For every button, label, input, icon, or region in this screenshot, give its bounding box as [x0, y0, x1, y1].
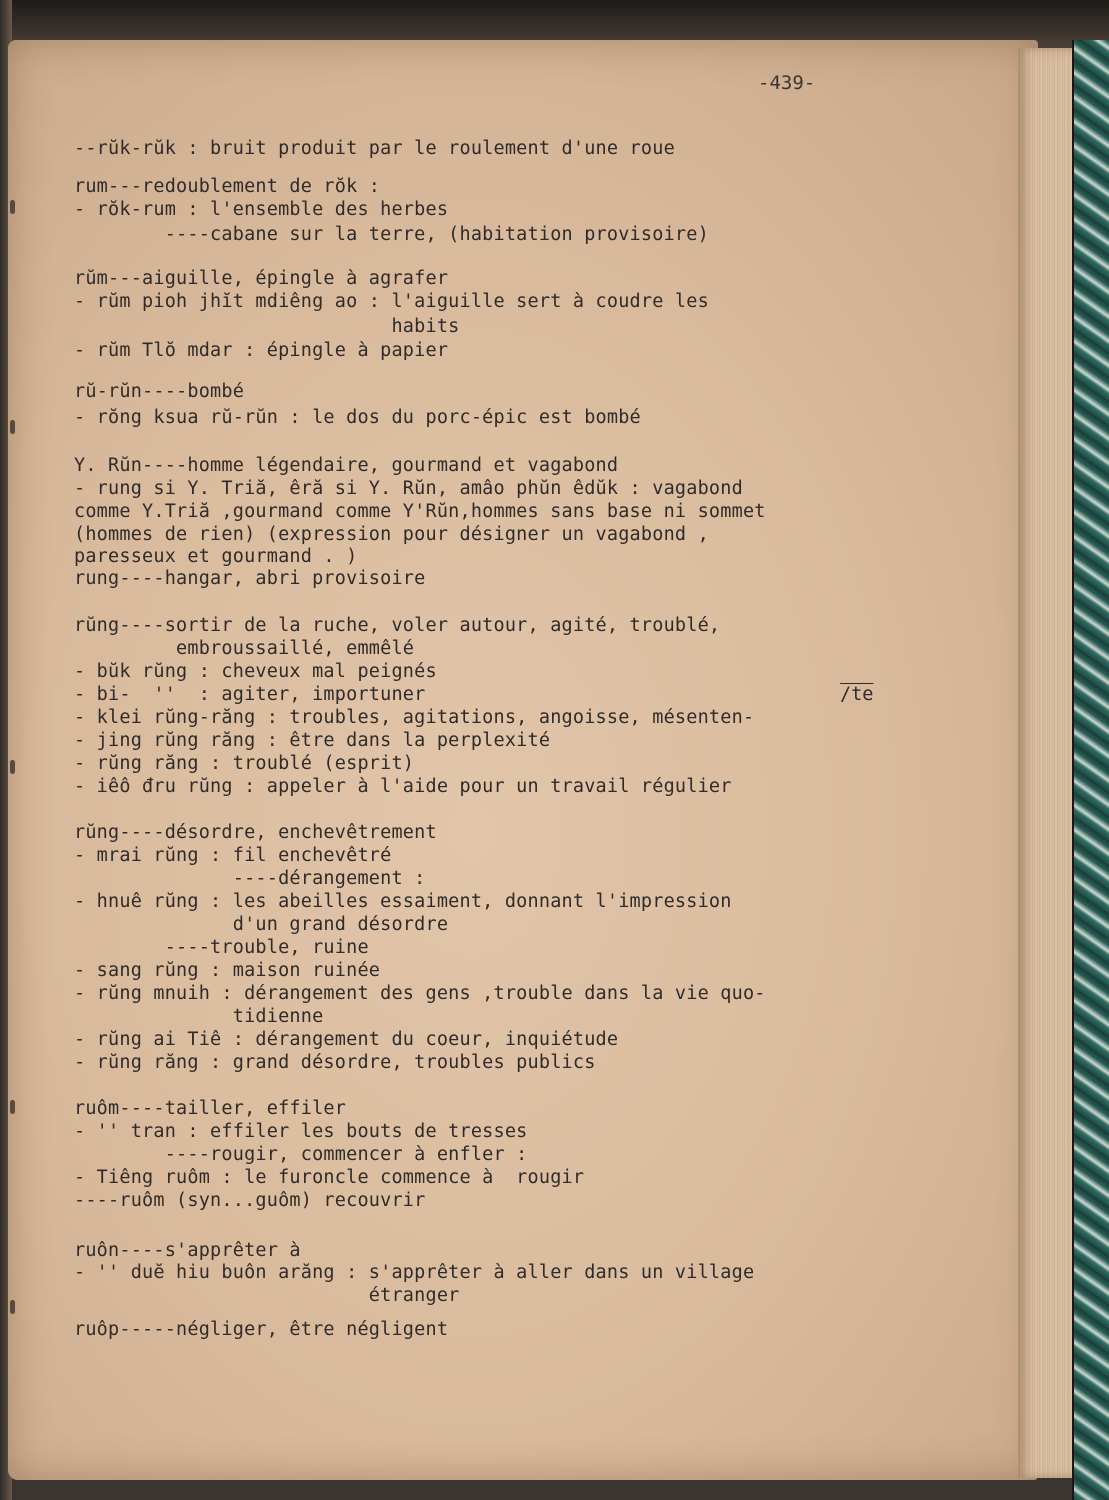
entry-line: - rŏng ksua rŭ-rŭn : le dos du porc-épic est bombé	[74, 407, 641, 428]
entry-line: rŭ-rŭn----bombé	[74, 381, 245, 402]
entry-line: rung----hangar, abri provisoire	[74, 568, 426, 589]
entry-line: rŭng----sortir de la ruche, voler autour, agité, troublé,	[74, 615, 721, 636]
entry-line: paresseux et gourmand . )	[74, 546, 358, 567]
entry-line: - rŭng răng : grand désordre, troubles publics	[74, 1052, 596, 1073]
entry-line: ruôn----s'apprêter à	[74, 1240, 301, 1261]
entry-line: - '' tran : effiler les bouts de tresses	[74, 1121, 528, 1142]
entry-line: habits	[74, 316, 460, 337]
entry-line: - Tiêng ruôm : le furoncle commence à rougir	[74, 1167, 585, 1188]
entry-line: - rŭm Tlŏ mdar : épingle à papier	[74, 340, 449, 361]
binding-hole	[10, 1300, 15, 1314]
entry-line: Y. Rŭn----homme légendaire, gourmand et vagabond	[74, 455, 619, 476]
entry-line: - jing rŭng răng : être dans la perplexité	[74, 730, 551, 751]
entry-line: ----dérangement :	[74, 868, 426, 889]
page-number: -439-	[758, 72, 816, 94]
binding-hole	[10, 420, 15, 434]
entry-line: - rŏk-rum : l'ensemble des herbes	[74, 199, 449, 220]
entry-line: - rŭm pioh jhĭt mdiêng ao : l'aiguille sert à coudre les	[74, 291, 709, 312]
entry-line: - bŭk rŭng : cheveux mal peignés	[74, 661, 437, 682]
entry-line: comme Y.Triă ,gourmand comme Y'Rŭn,hommes sans base ni sommet	[74, 501, 766, 522]
entry-line: (hommes de rien) (expression pour désigner un vagabond ,	[74, 524, 709, 545]
entry-line: - bi- '' : agiter, importuner	[74, 684, 426, 705]
entry-line: - iêô đru rŭng : appeler à l'aide pour un travail régulier	[74, 776, 732, 797]
marbled-cover	[1072, 40, 1109, 1500]
entry-line: étranger	[74, 1285, 460, 1306]
margin-note: /te	[840, 684, 874, 705]
entry-line: --rŭk-rŭk : bruit produit par le roulement d'une roue	[74, 138, 675, 159]
entry-line: ----rougir, commencer à enfler :	[74, 1144, 528, 1165]
entry-line: rŭng----désordre, enchevêtrement	[74, 822, 437, 843]
entry-line: - hnuê rŭng : les abeilles essaiment, donnant l'impression	[74, 891, 732, 912]
entry-line: - klei rŭng-răng : troubles, agitations, angoisse, mésenten-	[74, 707, 755, 728]
entry-line: ruôm----tailler, effiler	[74, 1098, 347, 1119]
page-stack-edge	[1018, 48, 1078, 1478]
entry-line: ----cabane sur la terre, (habitation provisoire)	[74, 224, 709, 245]
entry-line: ----ruôm (syn...guôm) recouvrir	[74, 1190, 426, 1211]
entry-line: d'un grand désordre	[74, 914, 449, 935]
entry-line: - rŭng mnuih : dérangement des gens ,trouble dans la vie quo-	[74, 983, 766, 1004]
entry-line: rŭm---aiguille, épingle à agrafer	[74, 268, 449, 289]
entry-line: embroussaillé, emmêlé	[74, 638, 415, 659]
binding-hole	[10, 760, 15, 774]
entry-line: - rŭng ai Tiê : dérangement du coeur, inquiétude	[74, 1029, 619, 1050]
entry-line: tidienne	[74, 1006, 324, 1027]
binding-hole	[10, 200, 15, 214]
entry-line: - mrai rŭng : fil enchevêtré	[74, 845, 392, 866]
entry-line: - rŭng răng : troublé (esprit)	[74, 753, 415, 774]
binding-hole	[10, 1100, 15, 1114]
entry-line: - rung si Y. Triă, êră si Y. Rŭn, amâo phŭn êdŭk : vagabond	[74, 478, 743, 499]
entry-line: ruôp-----négliger, être négligent	[74, 1319, 449, 1340]
entry-line: - sang rŭng : maison ruinée	[74, 960, 381, 981]
entry-line: rum---redoublement de rŏk :	[74, 176, 381, 197]
entry-line: ----trouble, ruine	[74, 937, 369, 958]
entry-line: - '' duĕ hiu buôn arăng : s'apprêter à aller dans un village	[74, 1262, 755, 1283]
